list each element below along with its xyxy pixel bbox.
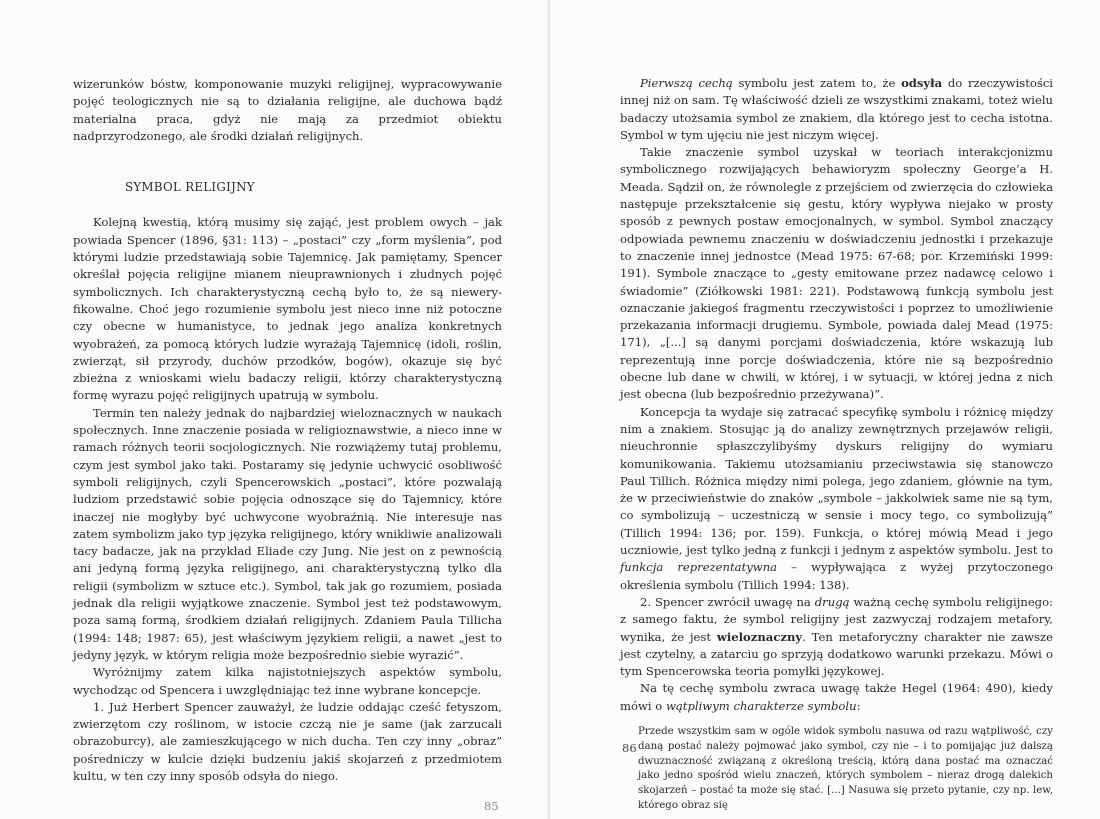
section-heading: SYMBOL RELIGIJNY <box>125 180 255 195</box>
right-text-column <box>620 75 1053 814</box>
paragraph <box>620 404 1053 594</box>
paragraph: Termin ten należy jednak do najbardziej wieloznacznych w naukach społecznych. Inne znaczenie posiada w religioznawstwie, a nieco inne w ramach różnych teorii socjologicznych. Nie rozwiążemy tutaj problemu, czym jest symbol jako taki. Postaramy się jedynie uchwycić osobliwość symboli religijnych, czyli Spencerowskich „postaci”, które pozwalają ludziom przedstawić sobie pojęcia odnoszące się do Tajemnicy, które inaczej nie mogłyby być uchwycone wyobraźnią. Nie interesuje nas zatem symbolizm jako typ języka religijnego, który wnikliwie analizowali tacy badacze, jak na przykład Eliade czy Jung. Nie jest on z pewnością ani jedyną formą języka religijnego, ani charakterystyczną tylko dla religii (symbolizm w sztuce etc.). Symbol, tak jak go rozumiem, posiada jednak dla religii wyjątkowe znaczenie. Symbol jest też podstawowym, poza samą formą, środkiem działań religijnych. Zdaniem Paula Tillicha (1994: 148; 1987: 65), jest właściwym językiem religii, a nawet „jest to jedyny język, w którym religia może bezpośrednio siebie wyrazić”. <box>73 405 502 662</box>
paragraph <box>620 594 1053 680</box>
text-run: : <box>856 698 861 713</box>
italic-text: drugą <box>814 594 850 609</box>
text-run: 2. Spencer zwrócił uwagę na <box>640 594 815 609</box>
right-page <box>550 0 1100 819</box>
text-run: do rzeczywistości innej niż on sam. Tę właściwość dzieli ze wszystkimi znakami, toteż wielu badaczy utożsamia symbol ze znakiem, dla którego jest to cecha istotna. Symbol w tym ujęciu nie jest niczym więcej. <box>620 76 1054 142</box>
bold-text: wieloznaczny <box>716 629 803 644</box>
bold-text: odsyła <box>901 76 943 90</box>
text-run: symbolu jest zatem to, że <box>732 76 902 90</box>
left-text-column <box>73 76 502 785</box>
paragraph: Kolejną kwestią, którą musimy się zająć, jest problem owych – jak powiada Spencer (1896, §31: 113) – „postaci” czy „form myślenia”, pod którymi ludzie przedstawiają sobie Tajemnicę. Jak pamiętamy, Spencer określał pojęcia religijne mianem nieuprawnionych i złudnych pojęć symbolicznych. Ich charakterystyczną cechą było to, że są nieweryfikowalne. Choć jego rozumienie symbolu jest nieco inne niż potoczne czy obecne w humanistyce, to jednak jego analiza konkretnych wyobrażeń, za pomocą których ludzie wyrażają Tajemnicę (idoli, roślin, zwierząt, sił przyrody, duchów przodków, bogów), okazuje się być zbieżna z wnioskami wielu badaczy religii, którzy charakterystyczną formę wyrazu pojęć religijnych upatrują w symbolu. <box>73 215 502 403</box>
paragraph <box>620 75 1053 144</box>
text-run: – wypływająca z wyżej przytoczonego określenia symbolu (Tillich 1994: 138). <box>620 560 1053 592</box>
text-run: ważną cechę symbolu religijnego: z samego faktu, że symbol religijny jest zazwyczaj rodzajem metafory, wynika, że jest <box>620 594 1053 644</box>
italic-text: Pierwszą cechą <box>640 76 733 90</box>
page-number: 85 <box>484 799 499 813</box>
text-run: Koncepcja ta wydaje się zatracać specyfikę symbolu i różnicę między nim a znakiem. Stosując ją do analizy zewnętrznych przejawów religii, nieuchronnie spłaszczylibyśmy dyskurs religijny do wymiaru komunikowania. Takiemu utożsamianiu przeciwstawia się stanowczo Paul Tillich. Różnica między nimi polega, jego zdaniem, głównie na tym, że w przeciwieństwie do znaków „symbole – jakkolwiek same nie są tym, co symbolizują – uczestniczą w sensie i mocy tego, co symbolizują” (Tillich 1994: 136; por. 159). Funkcja, o której mówią Mead i jego uczniowie, jest tylko jedną z funkcji i jednym z aspektów symbolu. Jest to <box>620 404 1053 558</box>
intro-paragraph: wizerunków bóstw, komponowanie muzyki religijnej, wypracowywanie pojęć teologicznych nie są to działania religijne, ale duchowa bądź materialna praca, gdyż nie mają za przedmiot obiektu nadprzyrodzonego, ale środki działań religijnych. <box>73 77 502 143</box>
paragraph: 1. Już Herbert Spencer zauważył, że ludzie oddając cześć fetyszom, zwierzętom czy roślinom, w istocie czczą nie je same (jak zarzucali obrazoburcy), ale zamieszkującego w nich ducha. Ten czy inny „obraz” pośredniczy w kulcie dzięki budzeniu jakiś skojarzeń z przedmiotem kultu, w ten czy inny sposób odsyła do niego. <box>73 699 502 783</box>
page-number: 86 <box>622 741 637 755</box>
text-run: Na tę cechę symbolu zwraca uwagę także Hegel (1964: 490), kiedy mówi o <box>620 681 1053 713</box>
paragraph: Wyróżnijmy zatem kilka najistotniejszych aspektów symbolu, wychodząc od Spencera i uwzględniając też inne wybrane koncepcje. <box>73 665 502 697</box>
italic-text: funkcja reprezentatywna <box>620 560 778 575</box>
paragraph: Takie znaczenie symbol uzyskał w teoriach interakcjonizmu symbolicznego rozwijających behawioryzm społeczny George’a H. Meada. Sądził on, że równolegle z przejściem od zwierzęcia do człowieka następuje przekształcenie się gestu, który wypływa niejako w prosty sposób z pewnych postaw emocjonalnych, w symbol. Symbol znaczący odpowiada pewnemu znaczeniu w doświadczeniu jednostki i przekazuje to znaczenie innej jednostce (Mead 1975: 67-68; por. Krzemiński 1999: 191). Symbole znaczące to „gesty emitowane przez nadawcę celowo i świadomie” (Ziółkowski 1981: 221). Podstawową funkcją symbolu jest oznaczanie jakiegoś fragmentu rzeczywistości i poprzez to umożliwienie przekazania informacji drugiemu. Symbole, powiada dalej Mead (1975: 171), „[...] są danymi porcjami doświadczenia, które wskazują lub reprezentują inne porcje doświadczenia, które nie są bezpośrednio obecne lub dane w chwili, w której, i w sytuacji, w której jedna z nich jest obecna (lub bezpośrednio przeżywana)”. <box>620 145 1053 402</box>
block-quote: Przede wszystkim sam w ogóle widok symbolu nasuwa od razu wątpliwość, czy daną postać należy pojmować jako symbol, czy nie – i to pomijając już dalszą dwuznaczność związaną z określoną treścią, którą dana postać ma oznaczać jako jedno spośród wielu znaczeń, których symbolem – nieraz drogą dalekich skojarzeń – postać ta może się stać. [...] Nasuwa się przeto pytanie, czy np. lew, którego obraz się <box>638 725 1053 811</box>
paragraph <box>620 680 1053 715</box>
italic-text: wątpliwym charakterze symbolu <box>665 698 857 713</box>
text-run: . Ten metaforyczny charakter nie zawsze jest czytelny, a zatarciu go sprzyją dodatkowo warunki przekazu. Mówi o tym Spencerowska teoria pomyłki językowej. <box>620 629 1053 679</box>
